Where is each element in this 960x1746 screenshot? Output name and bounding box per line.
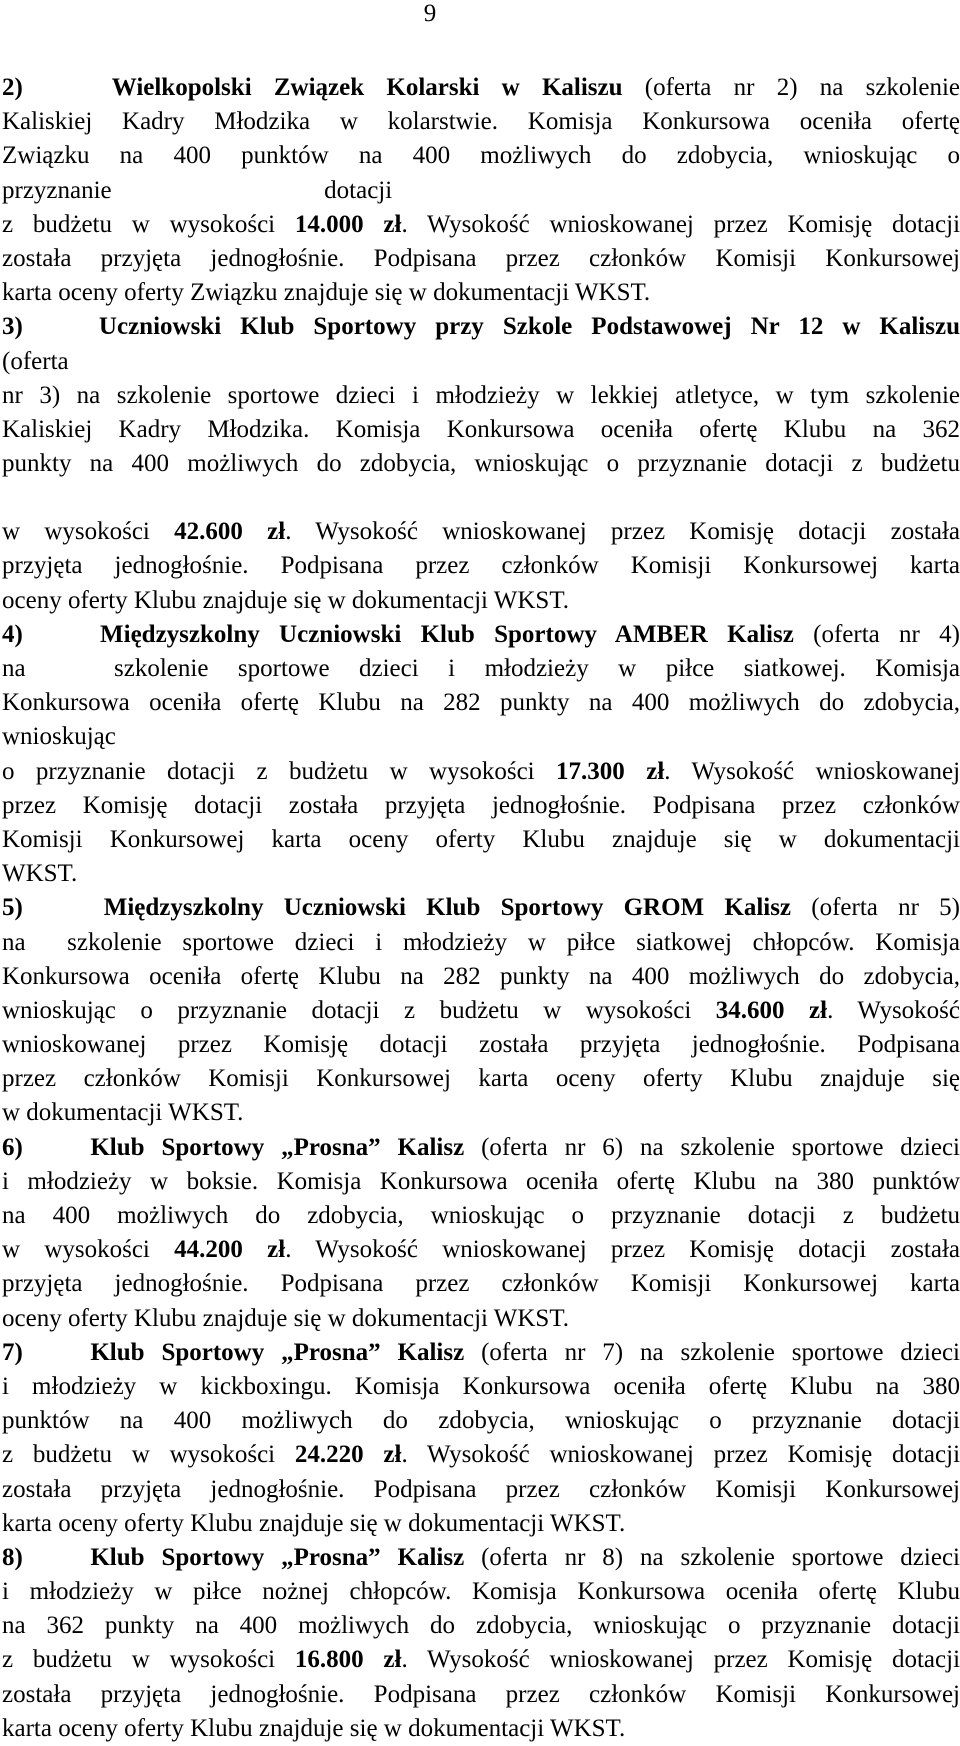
text-line [2, 1096, 960, 1130]
body-text: i młodzieży w boksie. Komisja Konkursowa oceniła ofertę Klubu na 380 punktów [2, 1167, 960, 1195]
body-text: punkty na 400 możliwych do zdobycia, wnioskując o przyznanie dotacji z budżetu [2, 450, 960, 478]
text-line [2, 755, 960, 789]
body-text: Konkursowa oceniła ofertę Klubu na 282 punkty na 400 możliwych do zdobycia, [2, 962, 960, 990]
body-text: (oferta nr 7) na szkolenie sportowe dzieci [464, 1338, 960, 1366]
body-text: przyznanie dotacji [2, 176, 393, 204]
body-text: w wysokości [2, 1236, 175, 1264]
body-text: w dokumentacji WKST. [2, 1099, 244, 1127]
text-line [2, 345, 960, 379]
body-text: Związku na 400 punktów na 400 możliwych do zdobycia, wnioskując o [2, 142, 960, 170]
text-line [2, 1438, 960, 1472]
body-text: . Wysokość [827, 996, 960, 1024]
body-text: o przyznanie dotacji z budżetu w wysokości [2, 757, 557, 785]
bold-text: 44.200 zł [174, 1236, 286, 1264]
body-text: . Wysokość wnioskowanej przez Komisję dotacji [401, 210, 960, 238]
bold-text: 24.220 zł [294, 1441, 402, 1469]
text-line [2, 208, 960, 242]
bold-text: 14.000 zł [294, 210, 402, 238]
body-text: z budżetu w wysokości [2, 1441, 295, 1469]
body-text: Kaliskiej Kadry Młodzika w kolarstwie. Komisja Konkursowa oceniła ofertę [2, 108, 960, 136]
body-text: została przyjęta jednogłośnie. Podpisana przez członków Komisji Konkursowej [2, 244, 960, 272]
document-body [2, 71, 960, 1746]
bold-text: 2) Wielkopolski Związek Kolarski w Kaliszu [2, 74, 623, 101]
body-text: (oferta nr 4) [793, 620, 960, 648]
body-text: wnioskowanej przez Komisję dotacji została przyjęta jednogłośnie. Podpisana [2, 1031, 960, 1059]
numbered-paragraph [2, 618, 960, 892]
text-line [2, 1336, 960, 1370]
body-text: na 400 możliwych do zdobycia, wnioskując o przyznanie dotacji z budżetu [2, 1202, 960, 1229]
body-text: na 362 punkty na 400 możliwych do zdobycia, wnioskując o przyznanie dotacji [2, 1612, 960, 1640]
body-text: nr 3) na szkolenie sportowe dzieci i młodzieży w lekkiej atletyce, w tym szkolenie [2, 381, 960, 409]
text-line [2, 926, 960, 960]
body-text: i młodzieży w piłce nożnej chłopców. Komisja Konkursowa oceniła ofertę Klubu [2, 1578, 960, 1606]
text-line [2, 1712, 960, 1746]
body-text: karta oceny oferty Klubu znajduje się w dokumentacji WKST. [2, 1509, 626, 1537]
bold-text: 5) Międzyszkolny Uczniowski Klub Sportowy GROM Kalisz [2, 894, 792, 922]
body-text: (oferta nr 5) [791, 894, 960, 922]
text-line [2, 686, 960, 720]
body-text: Kaliskiej Kadry Młodzika. Komisja Konkursowa oceniła ofertę Klubu na 362 [2, 415, 960, 443]
text-line [2, 276, 960, 310]
page-number [0, 0, 960, 28]
body-text: przez Komisję dotacji została przyjęta jednogłośnie. Podpisana przez członków [2, 791, 960, 819]
body-text: przyjęta jednogłośnie. Podpisana przez członków Komisji Konkursowej karta [2, 1270, 960, 1298]
text-line [2, 1165, 960, 1199]
numbered-paragraph [2, 1131, 960, 1336]
text-line [2, 994, 960, 1028]
text-line [2, 447, 960, 481]
body-text: punktów na 400 możliwych do zdobycia, wnioskując o przyznanie dotacji [2, 1407, 960, 1435]
text-line [2, 1302, 960, 1336]
text-line [2, 1575, 960, 1609]
body-text: oceny oferty Klubu znajduje się w dokumentacji WKST. [2, 586, 569, 614]
text-line [2, 823, 960, 857]
numbered-paragraph [2, 310, 960, 618]
body-text: z budżetu w wysokości [2, 210, 295, 238]
bold-text: 16.800 zł [294, 1646, 402, 1674]
numbered-paragraph [2, 71, 960, 310]
body-text: (oferta nr 6) na szkolenie sportowe dzieci [464, 1133, 960, 1161]
numbered-paragraph [2, 891, 960, 1130]
bold-text: 3) Uczniowski Klub Sportowy przy Szkole Podstawowej Nr 12 w Kaliszu [2, 313, 960, 341]
body-text: karta oceny oferty Związku znajduje się w dokumentacji WKST. [2, 279, 651, 307]
paragraph-gap [2, 481, 960, 515]
bold-text: 42.600 zł [174, 518, 286, 546]
text-line [2, 379, 960, 413]
bold-text: 7) Klub Sportowy „Prosna” Kalisz [2, 1338, 465, 1366]
body-text: Konkursowa oceniła ofertę Klubu na 282 punkty na 400 możliwych do zdobycia, [2, 689, 960, 717]
text-line [2, 1507, 960, 1541]
body-text: wnioskując [2, 723, 116, 751]
text-line [2, 584, 960, 618]
body-text: . Wysokość wnioskowanej przez Komisję dotacji została [285, 518, 960, 546]
text-line [2, 105, 960, 139]
numbered-paragraph [2, 1541, 960, 1746]
bold-text: 17.300 zł [556, 757, 665, 785]
body-text: (oferta nr 2) na szkolenie [622, 74, 960, 101]
body-text: w wysokości [2, 518, 175, 546]
text-line [2, 310, 960, 344]
body-text: . Wysokość wnioskowanej przez Komisję dotacji [401, 1646, 960, 1674]
text-line [2, 1370, 960, 1404]
body-text: na szkolenie sportowe dzieci i młodzieży w piłce siatkowej. Komisja [2, 655, 960, 682]
text-line [2, 1678, 960, 1712]
text-line [2, 1062, 960, 1096]
body-text: (oferta [2, 347, 69, 375]
text-line [2, 1473, 960, 1507]
body-text: Komisji Konkursowej karta oceny oferty Klubu znajduje się w dokumentacji [2, 825, 960, 853]
text-line [2, 1267, 960, 1301]
body-text: . Wysokość wnioskowanej przez Komisję dotacji [401, 1441, 960, 1469]
text-line [2, 515, 960, 549]
text-line [2, 789, 960, 823]
text-line [2, 720, 960, 754]
text-line [2, 174, 960, 208]
text-line [2, 1404, 960, 1438]
bold-text: 8) Klub Sportowy „Prosna” Kalisz [2, 1543, 465, 1571]
body-text: oceny oferty Klubu znajduje się w dokumentacji WKST. [2, 1304, 569, 1332]
bold-text: 6) Klub Sportowy „Prosna” Kalisz [2, 1133, 465, 1161]
body-text: (oferta nr 8) na szkolenie sportowe dzieci [464, 1543, 960, 1571]
body-text: na szkolenie sportowe dzieci i młodzieży w piłce siatkowej chłopców. Komisja [2, 928, 960, 956]
body-text: wnioskując o przyznanie dotacji z budżetu w wysokości [2, 996, 716, 1024]
text-line [2, 1199, 960, 1233]
text-line [2, 891, 960, 925]
body-text: i młodzieży w kickboxingu. Komisja Konkursowa oceniła ofertę Klubu na 380 [2, 1372, 960, 1400]
numbered-paragraph [2, 1336, 960, 1541]
body-text: przyjęta jednogłośnie. Podpisana przez członków Komisji Konkursowej karta [2, 552, 960, 580]
bold-text: 34.600 zł [715, 996, 828, 1024]
text-line [2, 1609, 960, 1643]
text-line [2, 1541, 960, 1575]
bold-text: 4) Międzyszkolny Uczniowski Klub Sportowy AMBER Kalisz [2, 620, 794, 648]
text-line [2, 139, 960, 173]
page-number-text: 9 [423, 0, 437, 27]
text-line [2, 857, 960, 891]
text-line [2, 549, 960, 583]
text-line [2, 1131, 960, 1165]
text-line [2, 960, 960, 994]
text-line [2, 242, 960, 276]
text-line [2, 652, 960, 686]
text-line [2, 413, 960, 447]
text-line [2, 1643, 960, 1677]
text-line [2, 618, 960, 652]
body-text: przez członków Komisji Konkursowej karta oceny oferty Klubu znajduje się [2, 1065, 960, 1093]
text-line [2, 1028, 960, 1062]
body-text: . Wysokość wnioskowanej przez Komisję dotacji została [285, 1236, 960, 1264]
body-text: została przyjęta jednogłośnie. Podpisana przez członków Komisji Konkursowej [2, 1475, 960, 1503]
body-text: z budżetu w wysokości [2, 1646, 295, 1674]
body-text: WKST. [2, 860, 78, 888]
body-text: karta oceny oferty Klubu znajduje się w dokumentacji WKST. [2, 1714, 626, 1742]
text-line [2, 1233, 960, 1267]
text-line [2, 71, 960, 105]
body-text: została przyjęta jednogłośnie. Podpisana przez członków Komisji Konkursowej [2, 1680, 960, 1708]
body-text: . Wysokość wnioskowanej [664, 757, 960, 785]
